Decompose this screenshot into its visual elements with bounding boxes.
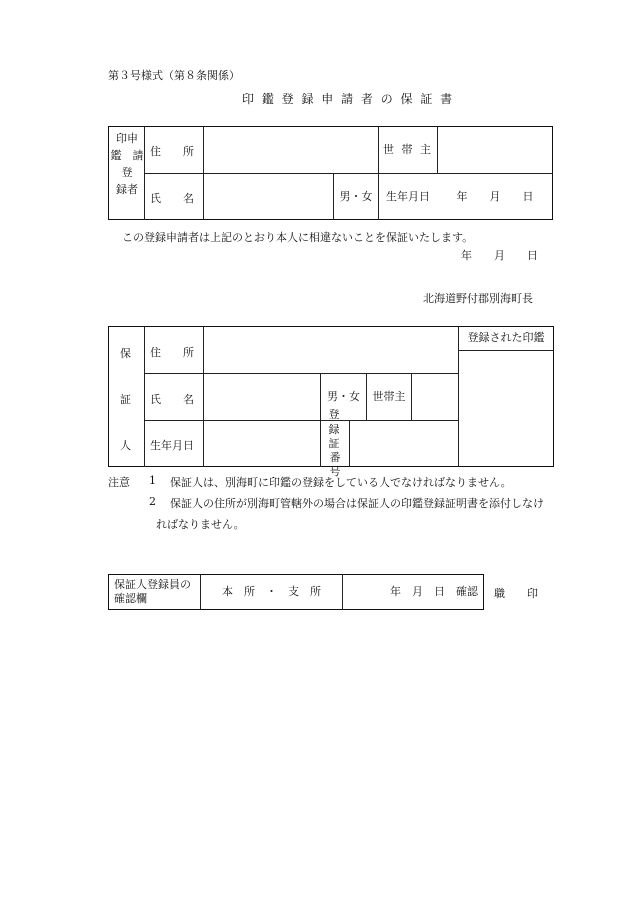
applicant-birthdate-label: 生年月日 — [386, 189, 430, 203]
confirm-label: 保証人登録員の 確認欄 — [114, 577, 191, 605]
guarantor-household-head-label: 世帯主 — [372, 389, 406, 403]
form-number: 第３号様式（第８条関係） — [108, 69, 240, 82]
guarantor-name-field[interactable] — [204, 374, 320, 420]
applicant-side-label: 印申 鑑 請 登 録者 — [110, 132, 144, 197]
registered-seal-area[interactable] — [459, 351, 553, 466]
guarantor-household-head-field[interactable] — [412, 374, 458, 420]
note-1-number: 1 — [149, 474, 156, 487]
guarantor-birthdate-label: 生年月日 — [150, 439, 194, 452]
applicant-sex-select[interactable]: 男・女 — [339, 189, 373, 203]
confirm-date-field[interactable]: 年 月 日 確認 — [390, 584, 478, 598]
applicant-birthdate-field[interactable]: 年 月 日 — [456, 189, 534, 203]
guarantor-address-label: 住 所 — [150, 346, 194, 359]
applicant-address-field[interactable] — [204, 127, 378, 173]
registered-seal-label: 登録された印鑑 — [467, 331, 545, 345]
guarantor-sex-select[interactable]: 男・女 — [327, 389, 360, 403]
note-2-number: 2 — [149, 495, 156, 508]
guarantor-birthdate-field[interactable] — [204, 421, 320, 467]
guarantor-side-char-2: 証 — [120, 393, 131, 406]
date-line: 年 月 日 — [461, 249, 538, 262]
guarantor-side-char-3: 人 — [120, 439, 131, 452]
guarantor-side-char-1: 保 — [120, 347, 131, 360]
notes-prefix: 注意 — [108, 476, 130, 489]
guarantor-name-label: 氏 名 — [150, 393, 194, 406]
note-1-text: 保証人は、別海町に印鑑の登録をしている人でなければなりません。 — [170, 476, 512, 489]
applicant-name-label: 氏 名 — [150, 192, 194, 205]
guarantor-reg-no-label: 登 録 証 番 号 — [328, 408, 363, 479]
guarantor-address-field[interactable] — [204, 327, 458, 373]
guarantor-reg-no-field[interactable] — [350, 421, 458, 467]
guarantee-statement: この登録申請者は上記のとおり本人に相違ないことを保証いたします。 — [122, 231, 474, 244]
note-2-text-line2: ればなりません。 — [156, 518, 245, 531]
applicant-address-label: 住 所 — [150, 145, 194, 158]
staff-seal-label: 職 印 — [494, 587, 538, 600]
note-2-text-line1: 保証人の住所が別海町管轄外の場合は保証人の印鑑登録証明書を添付しなけ — [170, 497, 544, 510]
applicant-name-field[interactable] — [204, 174, 333, 220]
page-title: 印 鑑 登 録 申 請 者 の 保 証 書 — [242, 92, 455, 106]
mayor-line: 北海道野付郡別海町長 — [423, 292, 533, 305]
applicant-household-head-label: 世 帯 主 — [383, 142, 433, 156]
applicant-household-head-field[interactable] — [438, 127, 552, 173]
office-select[interactable]: 本 所 ・ 支 所 — [222, 584, 321, 598]
